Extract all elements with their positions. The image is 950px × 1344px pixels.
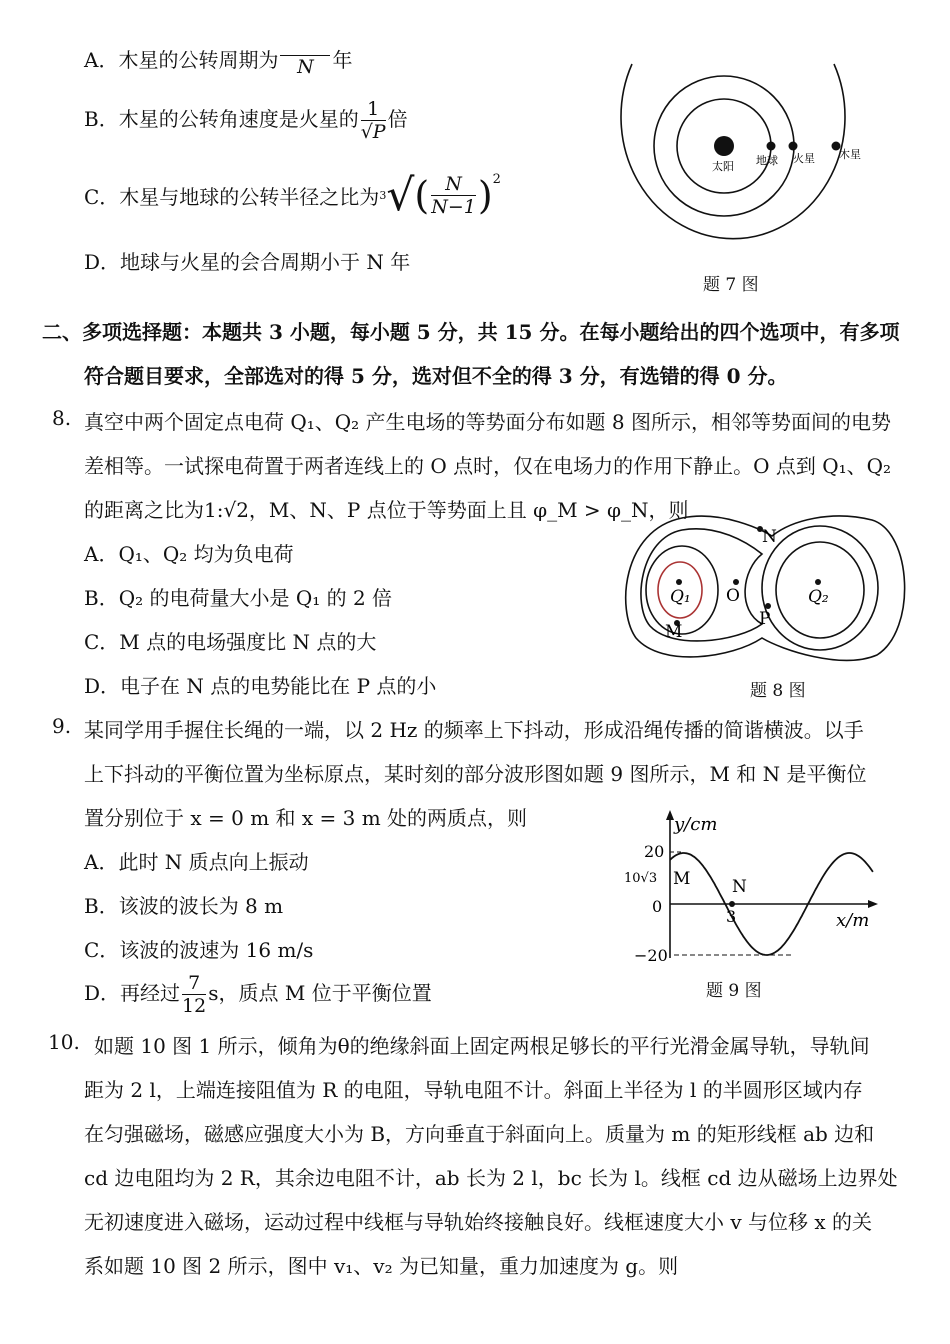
q8-number: 8. [52,406,72,430]
fig9-wave-graph [622,808,884,970]
q9-option-d [84,972,432,1017]
fig9-ytick-0: 0 [652,897,663,916]
left-paren-icon: ( [414,173,430,218]
q10-stem-line4: cd 边电阻均为 2 R，其余边电阻不计，ab 长为 2 l，bc 长为 l。线框 cd 边从磁场上边界处 [84,1166,898,1190]
fig8-p-label: P [759,609,771,629]
fig9-ytick-neg20: −20 [634,946,668,965]
fig8-q2-point [815,579,821,585]
q10-stem-line6: 系如题 10 图 2 所示，图中 v₁、v₂ 为已知量，重力加速度为 g。则 [84,1254,679,1278]
fig9-n-point [729,901,735,907]
q9-option-d-fraction [182,972,206,1017]
q7-option-c-denominator: N−1 [431,196,476,218]
q9-number: 9. [52,714,72,738]
fig9-n-label: N [732,877,747,897]
fig7-orbit-diagram [608,44,878,289]
fig7-jupiter-label: 木星 [839,148,861,161]
fig8-o-point [733,579,739,585]
q9-stem-line3: 置分别位于 x = 0 m 和 x = 3 m 处的两质点，则 [84,806,528,830]
q7-option-a [84,44,352,78]
q7-option-a-text: A．木星的公转周期为 [84,48,279,72]
q7-option-b-unit: 倍 [387,107,408,131]
q8-option-b: B．Q₂ 的电荷量大小是 Q₁ 的 2 倍 [84,586,393,610]
q10-stem-line3: 在匀强磁场，磁感应强度大小为 B，方向垂直于斜面向上。质量为 m 的矩形线框 ab 边和 [84,1122,875,1146]
right-paren-icon: ) [477,173,493,218]
fig9-m-label: M [673,869,691,889]
q7-option-b-text: B．木星的公转角速度是火星的 [84,107,359,131]
q8-option-a: A．Q₁、Q₂ 均为负电荷 [84,542,294,566]
q8-stem-line1: 真空中两个固定点电荷 Q₁、Q₂ 产生电场的等势面分布如题 8 图所示，相邻等势面间的电势 [84,410,891,434]
fig8-q2-label: Q₂ [808,587,829,607]
q8-option-d: D．电子在 N 点的电势能比在 P 点的小 [84,674,437,698]
q7-option-c-root-index: 3 [379,189,387,202]
q7-option-b-fraction [361,98,386,143]
fig8-m-label: M [665,622,683,642]
q9-stem-line2: 上下抖动的平衡位置为坐标原点，某时刻的部分波形图如题 9 图所示，M 和 N 是平衡位 [84,762,867,786]
q7-option-c-exponent: 2 [492,172,501,187]
q9-option-c: C．该波的波速为 16 m/s [84,938,314,962]
q9-option-d-tail: s，质点 M 位于平衡位置 [208,981,432,1005]
q9-option-d-text: D．再经过 [84,981,181,1005]
fig8-o-label: O [726,586,740,606]
q7-option-c-fraction [431,173,476,218]
fig9-x-arrow-icon [868,900,878,908]
fig7-mars [789,142,798,151]
q10-stem-line1: 如题 10 图 1 所示，倾角为θ的绝缘斜面上固定两根足够长的平行光滑金属导轨，导轨间 [94,1034,870,1058]
q7-option-c [84,170,501,221]
q9-option-b: B．该波的波长为 8 m [84,894,284,918]
fig8-q1-point [676,579,682,585]
fig9-caption: 题 9 图 [706,981,762,1001]
fig7-sun-label: 太阳 [712,160,734,173]
q7-option-a-fraction [280,45,330,78]
fig9-y-label: y/cm [674,814,718,835]
fig9-ytick-20: 20 [644,842,665,861]
section2-heading-line1: 二、多项选择题：本题共 3 小题，每小题 5 分，共 15 分。在每小题给出的四个选项中，有多项 [42,320,900,344]
q10-stem-line5: 无初速度进入磁场，运动过程中线框与导轨始终接触良好。线框速度大小 v 与位移 x 的关 [84,1210,873,1234]
q8-option-c: C．M 点的电场强度比 N 点的大 [84,630,377,654]
q9-option-d-numerator: 7 [182,972,206,995]
fig8-caption: 题 8 图 [750,681,806,701]
q7-option-c-text: C．木星与地球的公转半径之比为 [84,185,380,209]
fig8-n-label: N [762,527,777,547]
fig9-ytick-10sqrt3: 10√3 [624,871,658,886]
q8-stem-line2: 差相等。一试探电荷置于两者连线上的 O 点时，仅在电场力的作用下静止。O 点到 Q₁、Q₂ [84,454,892,478]
q9-option-a: A．此时 N 质点向上振动 [84,850,309,874]
fig9-xtick-3: 3 [726,907,737,926]
q7-option-a-denominator: N [297,56,314,78]
fig7-mars-label: 火星 [793,152,815,165]
q7-option-b-numerator: 1 [361,98,386,121]
fig9-x-label: x/m [836,910,870,931]
section2-heading-line2: 符合题目要求，全部选对的得 5 分，选对但不全的得 3 分，有选错的得 0 分。 [84,364,788,388]
q7-option-c-numerator: N [431,173,476,196]
fig8-equipotential-diagram [622,510,912,672]
q7-option-b-denominator: √P [360,121,386,143]
q7-option-a-unit: 年 [332,48,353,72]
q10-number: 10. [48,1030,80,1054]
radical-sign-icon: √ [386,170,415,221]
q8-stem-line3: 的距离之比为1:√2，M、N、P 点位于等势面上且 φ_M > φ_N，则 [84,498,689,522]
q9-stem-line1: 某同学用手握住长绳的一端，以 2 Hz 的频率上下抖动，形成沿绳传播的简谐横波。以手 [84,718,864,742]
fig7-caption: 题 7 图 [703,275,759,295]
q7-option-d: D．地球与火星的会合周期小于 N 年 [84,250,411,274]
fig7-sun [714,136,734,156]
fig7-earth [767,142,776,151]
q10-stem-line2: 距为 2 l，上端连接阻值为 R 的电阻，导轨电阻不计。斜面上半径为 l 的半圆形区域内存 [84,1078,863,1102]
fig9-y-arrow-icon [666,810,674,820]
q7-option-b [84,98,408,143]
q9-option-d-denominator: 12 [182,995,207,1017]
fig7-earth-label: 地球 [756,154,778,167]
fig8-q1-label: Q₁ [670,587,691,607]
